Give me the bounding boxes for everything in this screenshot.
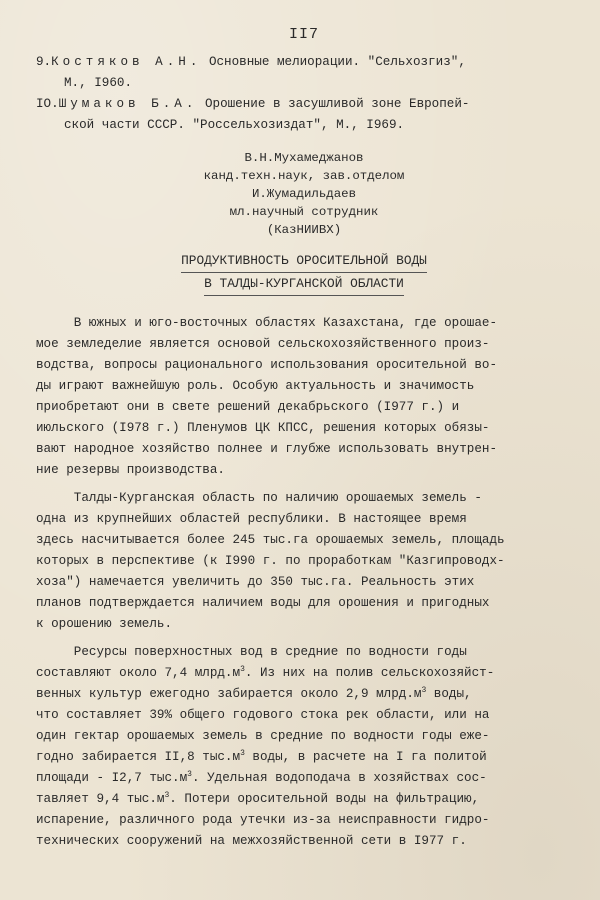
text-line: годно забирается II,8 $тыс.м^3$ воды, в расчете на I га политой [36,748,487,764]
reference-number: 9. [36,55,52,69]
text-line: испарение, различного рода утечки из-за неисправности гидро- [36,813,490,827]
title-line-1: ПРОДУКТИВНОСТЬ ОРОСИТЕЛЬНОЙ ВОДЫ [181,251,427,273]
paragraph-1 [36,313,572,481]
reference-number: IO. [36,97,59,111]
text-line: составляют около 7,4 $млрд.м^3$. Из них на полив сельскохозяйст- [36,664,495,680]
text-line: один гектар орошаемых земель в средние по водности годы еже- [36,729,490,743]
paragraph-3 [36,642,572,852]
text-line: которых в перспективе (к I990 г. по проработкам "Казгипроводх- [36,554,505,568]
text-line: к орошению земель. [36,617,173,631]
text-line: здесь насчитывается более 245 тыс.га орошаемых земель, площадь [36,533,505,547]
text-line: приобретают они в свете решений декабрьского (I977 г.) и [36,400,460,414]
text-line: Ресурсы поверхностных вод в средние по водности годы [36,645,467,659]
author-1-title: канд.техн.наук, зав.отделом [203,169,405,183]
paragraph-2 [36,488,572,635]
reference-9 [36,53,572,72]
reference-text: Основные мелиорации. "Сельхозгиз", [208,55,466,69]
authors-block [36,149,572,239]
article-body [36,313,572,852]
article-title [36,251,572,297]
references-list [36,53,572,135]
text-line: ние резервы производства. [36,463,225,477]
reference-text: Орошение в засушливой зоне Европей- [204,97,470,111]
author-2-name: И.Жумадильдаев [251,187,357,201]
text-line: венных культур ежегодно забирается около 2,9 $млрд.м^3$ воды, [36,685,472,701]
reference-10-continuation: ской части СССР. "Россельхозиздат", М., I969. [64,118,405,132]
text-line: Талды-Курганская область по наличию орошаемых земель - [36,491,482,505]
reference-9-continuation: М., I960. [64,76,133,90]
text-line: тавляет 9,4 $тыс.м^3$. Потери оросительной воды на фильтрацию, [36,790,480,806]
author-2-title: мл.научный сотрудник [229,205,379,219]
text-line: технических сооружений на межхозяйственной сети в I977 г. [36,834,467,848]
page-number: II7 [288,26,319,43]
author-1-name: В.Н.Мухамеджанов [244,151,364,165]
reference-author: Костяков А.Н. [51,55,202,69]
text-line: ды играют важнейшую роль. Особую актуальность и значимость [36,379,475,393]
reference-author: Шумаков Б.А. [58,97,198,111]
text-line: что составляет 39% общего годового стока рек области, или на [36,708,490,722]
text-line: одна из крупнейших областей республики. В настоящее время [36,512,467,526]
text-line: В южных и юго-восточных областях Казахстана, где орошае- [36,316,498,330]
text-line: планов подтверждается наличием воды для орошения и пригодных [36,596,490,610]
text-line: июльского (I978 г.) Пленумов ЦК КПСС, решения которых обязы- [36,421,490,435]
text-line: вают народное хозяйство полнее и глубже использовать внутрен- [36,442,498,456]
reference-10 [36,95,572,114]
text-line: мое земледелие является основой сельскохозяйственного произ- [36,337,490,351]
text-line: хоза") намечается увеличить до 350 тыс.га. Реальность этих [36,575,475,589]
text-line: площади - I2,7 $тыс.м^3$. Удельная водоподача в хозяйствах сос- [36,769,487,785]
institute: (КазНИИВХ) [266,223,342,237]
title-line-2: В ТАЛДЫ-КУРГАНСКОЙ ОБЛАСТИ [204,274,404,296]
text-line: водства, вопросы рационального использования оросительной во- [36,358,498,372]
